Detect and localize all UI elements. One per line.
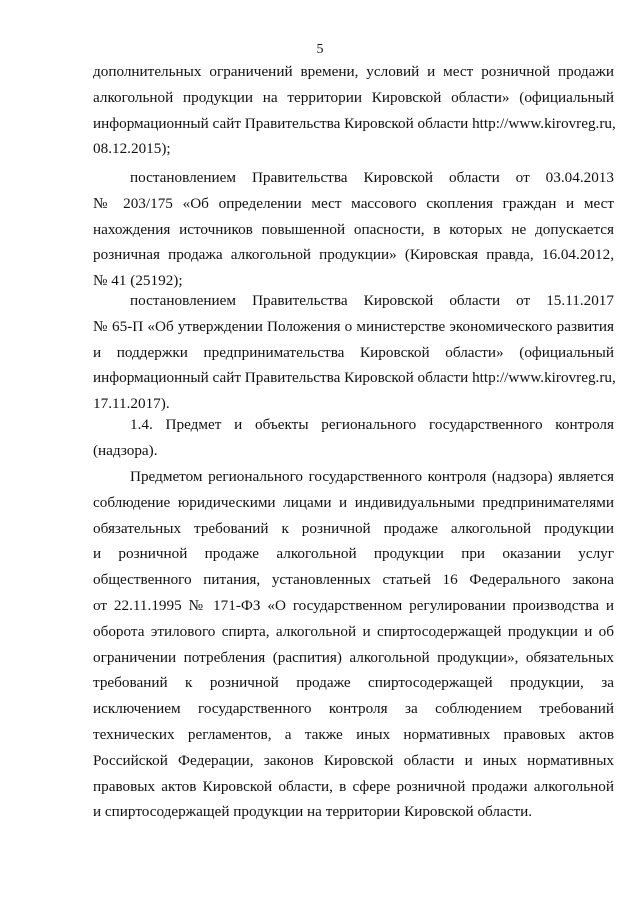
paragraph-decree-65-p [93,288,614,417]
text-line: правовых актов Кировской области, в сфере розничной продажи алкогольной [93,777,614,795]
text-line: нахождения источников повышенной опасности, в которых не допускается [93,220,614,238]
text-line: № 41 (25192); [93,272,183,290]
text-line: розничная продажа алкогольной продукции» (Кировская правда, 16.04.2012, [93,246,614,264]
text-line: и розничной продаже алкогольной продукции при оказании услуг [93,545,614,563]
text-line: № 65-П «Об утверждении Положения о министерстве экономического развития [93,317,614,335]
text-line: обязательных требований к розничной продаже алкогольной продукции [93,519,614,537]
text-line: Предметом регионального государственного контроля (надзора) является [130,468,614,485]
section-heading-1-4 [93,412,614,464]
text-line: дополнительных ограничений времени, условий и мест розничной продажи [93,63,614,80]
text-line: 1.4. Предмет и объекты регионального государственного контроля [130,416,614,433]
text-line: информационный сайт Правительства Кировской области http://www.kirovreg.ru, [93,114,616,132]
text-line: и поддержки предпринимательства Кировской области» (официальный [93,343,614,361]
text-line: оборота этилового спирта, алкогольной и спиртосодержащей продукции и об [93,622,614,640]
text-line: алкогольной продукции на территории Кировской области» (официальный [93,88,614,106]
text-line: исключением государственного контроля за соблюдением требований [93,700,614,718]
page-number: 5 [316,42,324,57]
text-line: постановлением Правительства Кировской области от 15.11.2017 [130,292,614,309]
text-line: соблюдение юридическими лицами и индивидуальными предпринимателями [93,493,614,511]
text-line: от 22.11.1995 № 171-ФЗ «О государственном регулировании производства и [93,596,614,614]
text-line: и спиртосодержащей продукции на территории Кировской области. [93,803,533,821]
text-line: (надзора). [93,441,158,459]
text-line: требований к розничной продаже спиртосодержащей продукции, за [93,674,614,692]
text-line: технических регламентов, а также иных нормативных правовых актов [93,725,614,743]
text-line: ограничении потребления (распития) алкогольной продукции», обязательных [93,648,614,666]
text-line: 08.12.2015); [93,140,171,158]
paragraph-decree-203-175 [93,165,614,294]
text-line: 17.11.2017). [93,395,170,413]
text-line: постановлением Правительства Кировской области от 03.04.2013 [130,169,614,186]
text-line: № 203/175 «Об определении мест массового скопления граждан и мест [93,194,614,212]
paragraph-subject-of-control [93,464,614,825]
text-line: Российской Федерации, законов Кировской области и иных нормативных [93,751,614,769]
paragraph-continuation-decree [93,59,614,162]
text-line: информационный сайт Правительства Кировской области http://www.kirovreg.ru, [93,369,616,387]
text-line: общественного питания, установленных статьей 16 Федерального закона [93,571,614,589]
